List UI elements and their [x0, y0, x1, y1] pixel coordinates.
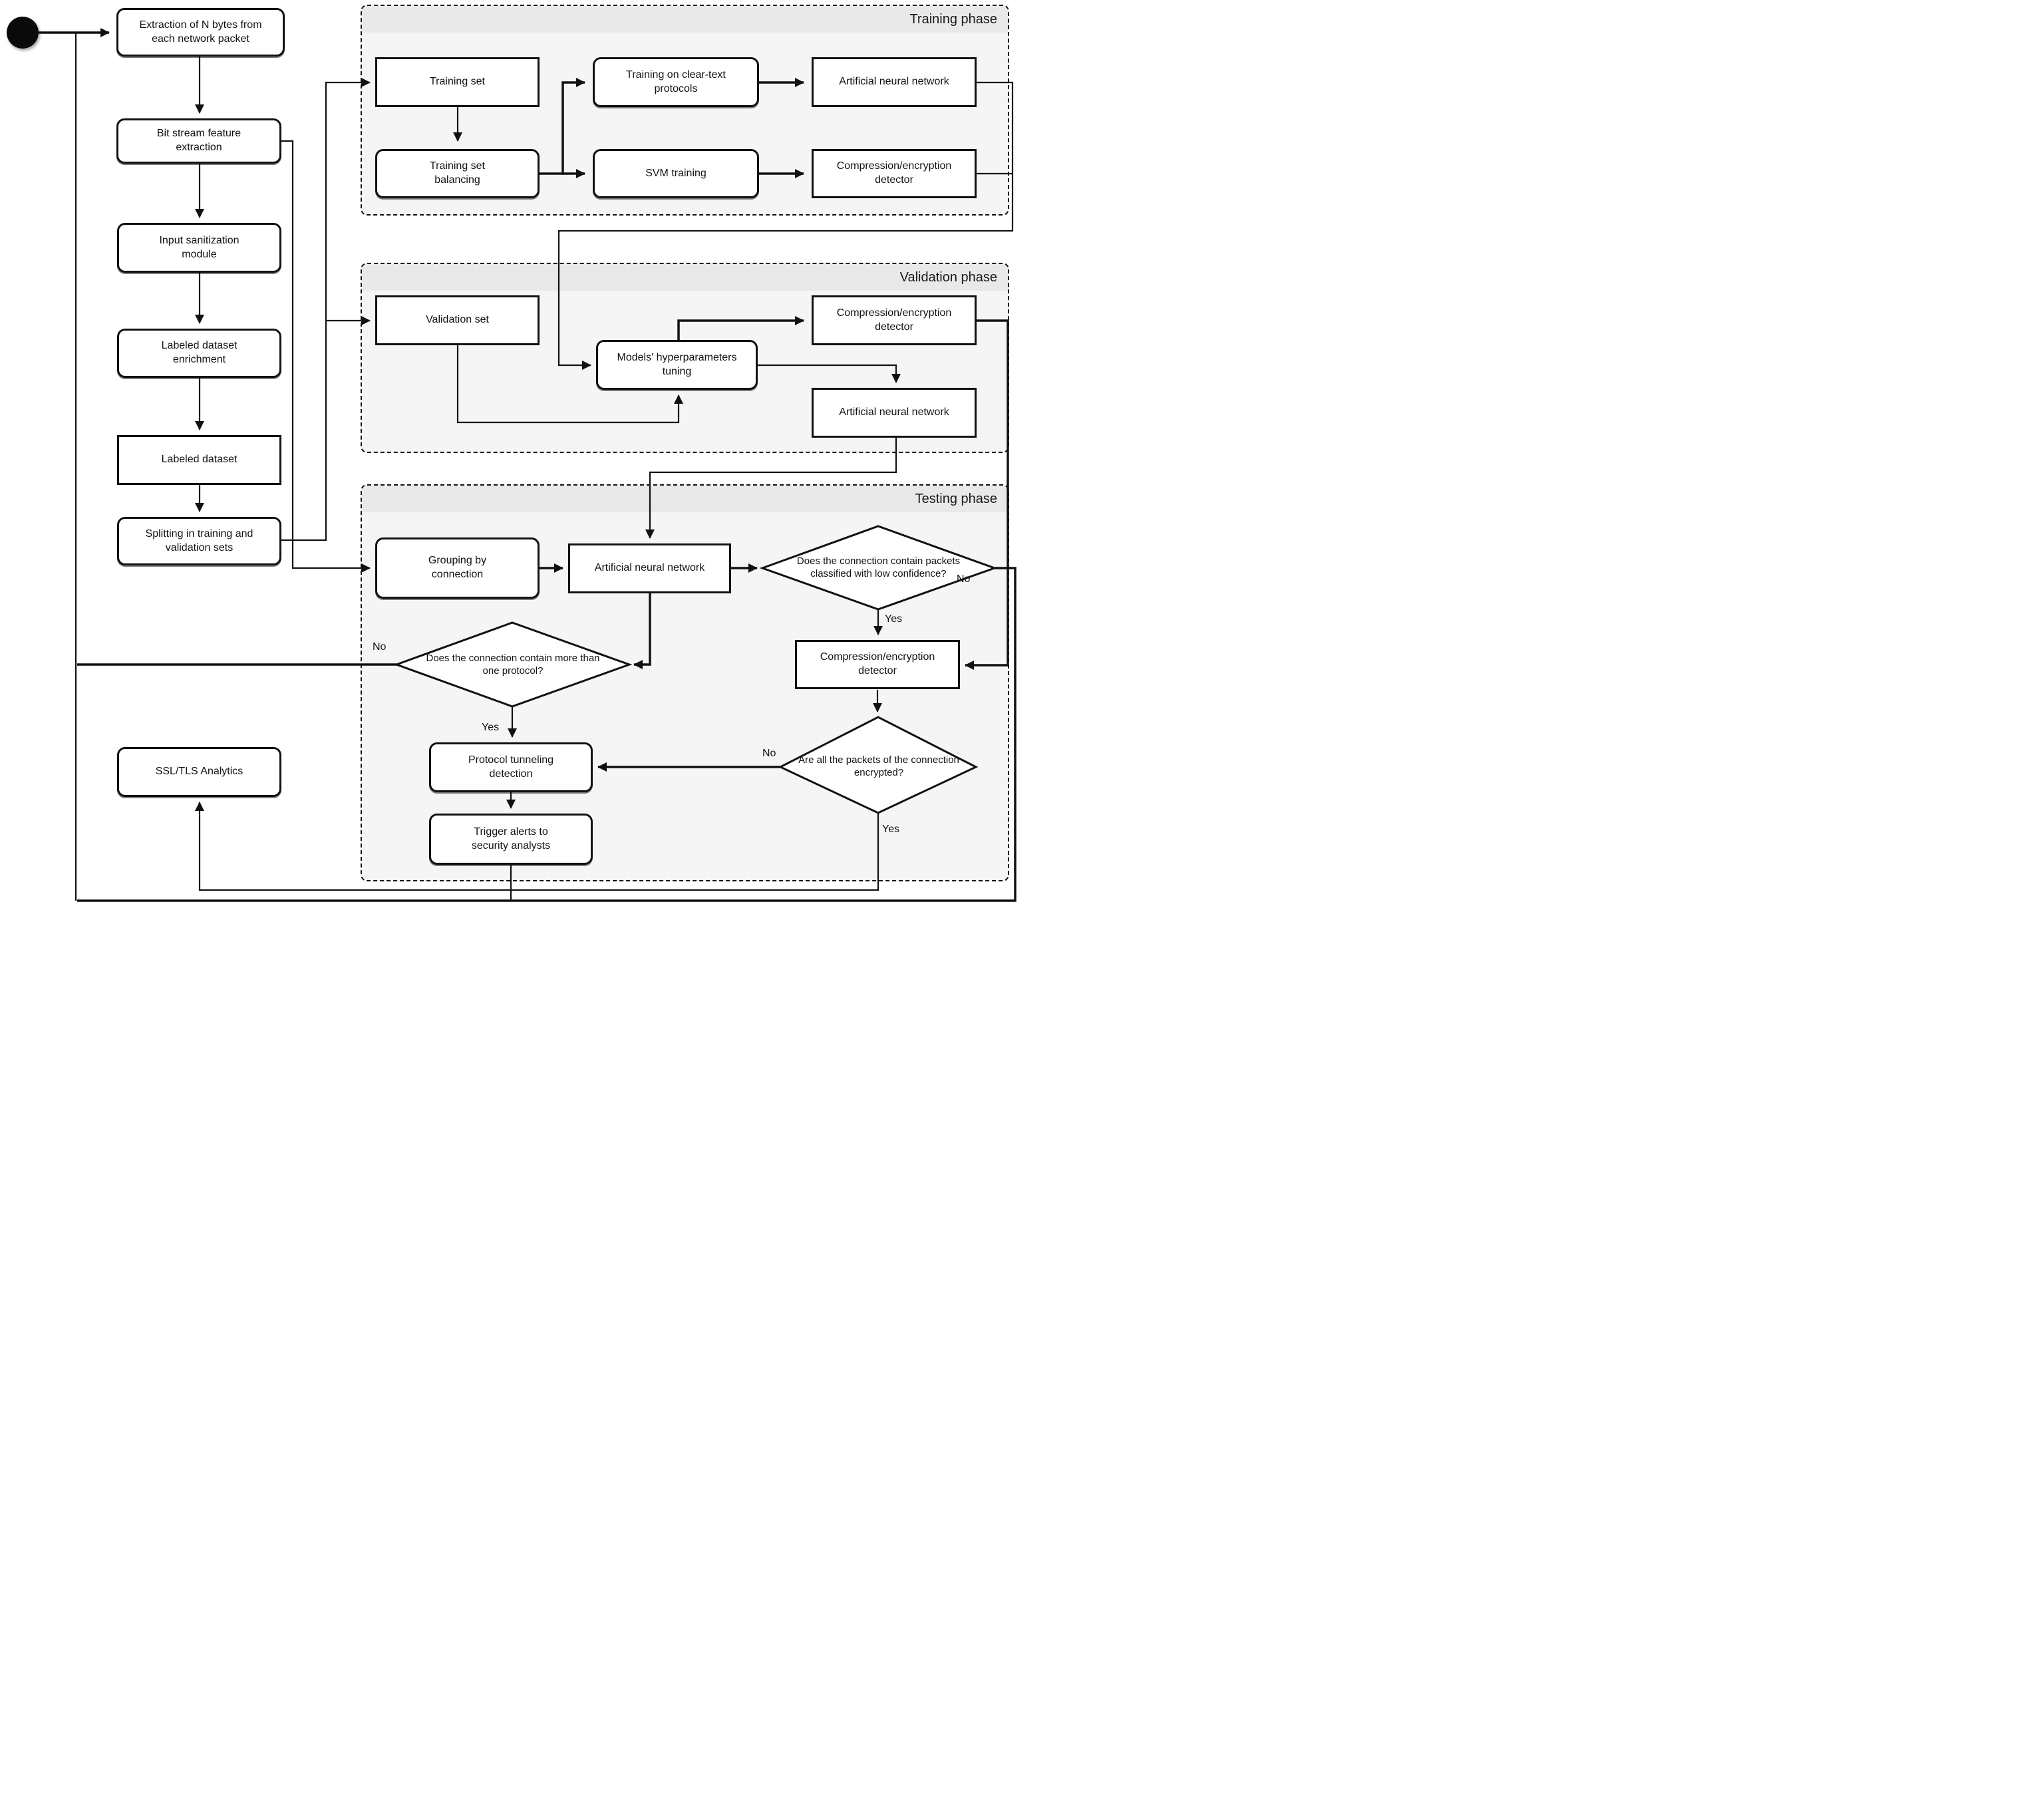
- node-bitstream: [116, 118, 281, 164]
- node-ssl-analytics: [117, 747, 281, 797]
- node-trigger-alerts: [429, 814, 593, 865]
- node-label: Training set: [430, 76, 485, 88]
- node-label: Compression/encryption detector: [836, 160, 952, 186]
- node-label: Splitting in training and validation sets: [145, 528, 253, 553]
- node-extraction: [116, 8, 285, 57]
- node-splitting: [117, 517, 281, 565]
- node-label: SSL/TLS Analytics: [155, 766, 243, 778]
- node-label: Extraction of N bytes from each network packet: [139, 19, 262, 45]
- flowchart-canvas: [0, 0, 1018, 910]
- node-ann-validation: [812, 388, 977, 438]
- node-label: Compression/encryption detector: [820, 651, 935, 677]
- phase-training-title: Training phase: [909, 11, 997, 27]
- node-validation-set: [375, 295, 540, 345]
- node-label: Bit stream feature extraction: [156, 128, 241, 153]
- diamond-low-confidence-label: Does the connection contain packets classified with low confidence?: [796, 555, 961, 579]
- edge-label-multi-protocol-no: No: [373, 641, 387, 653]
- node-detector-training: [812, 149, 977, 198]
- node-enrichment: [117, 329, 281, 378]
- node-svm-training: [593, 149, 759, 198]
- node-label: Grouping by connection: [428, 555, 487, 580]
- node-training-balancing: [375, 149, 540, 198]
- node-tunneling: [429, 742, 593, 792]
- edge-label-low-confidence-yes: Yes: [885, 613, 903, 625]
- node-label: Training on clear-text protocols: [626, 69, 726, 94]
- node-label: SVM training: [645, 167, 706, 179]
- diamond-encrypted-label: Are all the packets of the connection encrypted?: [798, 754, 959, 778]
- node-labeled-dataset: [117, 435, 281, 485]
- node-label: Compression/encryption detector: [836, 307, 952, 333]
- edge-label-low-confidence-no: No: [957, 573, 971, 585]
- node-label: Trigger alerts to security analysts: [471, 826, 551, 851]
- diamond-multi-protocol-label: Does the connection contain more than one protocol?: [426, 652, 600, 677]
- node-label: Validation set: [426, 314, 489, 326]
- phase-testing-title: Testing phase: [915, 491, 997, 506]
- node-ann-testing: [568, 543, 731, 593]
- node-label: Artificial neural network: [839, 406, 949, 418]
- node-detector-validation: [812, 295, 977, 345]
- node-label: Protocol tunneling detection: [468, 754, 554, 780]
- node-grouping: [375, 537, 540, 599]
- node-hyperparam-tuning: [596, 340, 758, 390]
- node-label: Labeled dataset: [161, 454, 237, 466]
- phase-validation-title: Validation phase: [899, 269, 997, 285]
- node-label: Input sanitization module: [159, 234, 239, 260]
- node-training-set: [375, 57, 540, 107]
- node-label: Models' hyperparameters tuning: [617, 351, 737, 377]
- node-clear-text-training: [593, 57, 759, 107]
- node-sanitization: [117, 223, 281, 273]
- start-node: [7, 17, 39, 49]
- edge-label-encrypted-yes: Yes: [882, 824, 900, 835]
- node-ann-training: [812, 57, 977, 107]
- node-label: Artificial neural network: [839, 76, 949, 88]
- edge-label-multi-protocol-yes: Yes: [482, 722, 500, 733]
- node-label: Training set balancing: [430, 160, 485, 186]
- node-detector-testing: [795, 640, 960, 689]
- node-label: Artificial neural network: [594, 562, 705, 574]
- node-label: Labeled dataset enrichment: [161, 340, 237, 365]
- edge-label-encrypted-no: No: [762, 748, 776, 759]
